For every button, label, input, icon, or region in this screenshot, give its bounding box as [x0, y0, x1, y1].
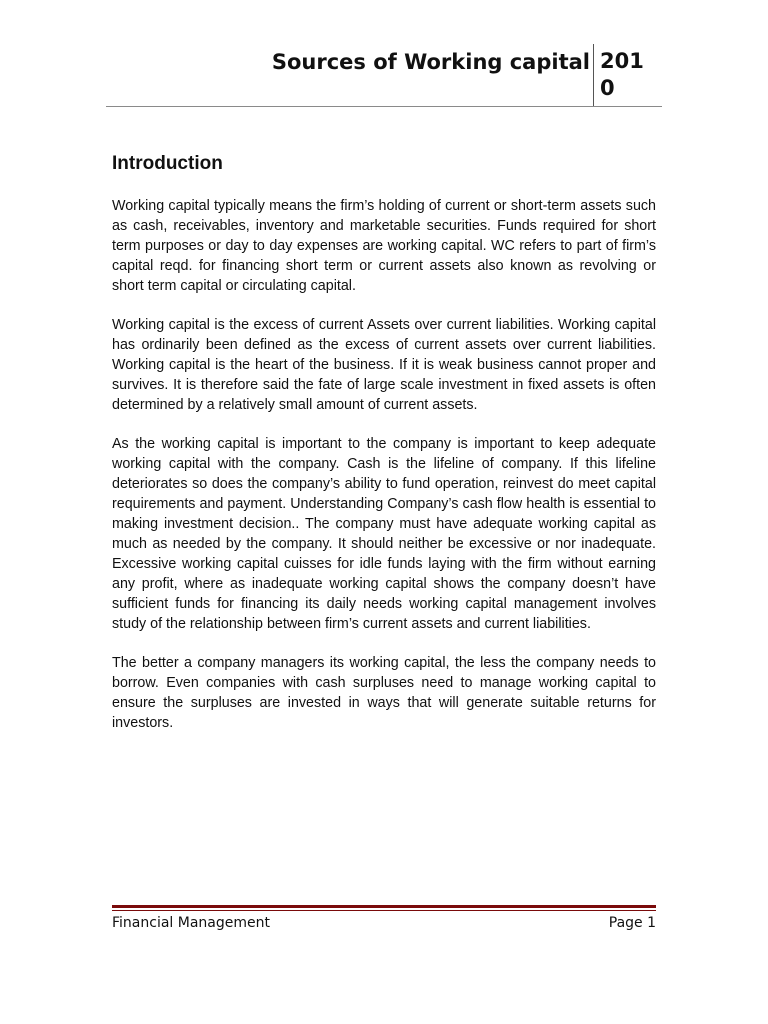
footer-rule [112, 905, 656, 908]
footer-page-number: Page 1 [608, 915, 656, 931]
header-rule [106, 106, 662, 107]
footer-rule-thin [112, 910, 656, 911]
paragraph: The better a company managers its working capital, the less the company needs to borrow. Even companies with cash surpluses need to manage working capital to ensure the surpluses are invested in ways that will generate suitable returns for investors. [112, 655, 656, 731]
paragraph: Working capital is the excess of current Assets over current liabilities. Working capital has ordinarily been defined as the excess of current assets over current liabilities. Working capital is the heart of the business. If it is weak business cannot proper and survives. It is therefore said the fate of large scale investment in fixed assets is often determined by a relatively small amount of current assets. [112, 317, 656, 413]
body-text [112, 196, 656, 752]
header-divider [593, 44, 594, 106]
document-year: 2010 [600, 49, 644, 100]
paragraph: As the working capital is important to the company is important to keep adequate working capital with the company. Cash is the lifeline of company. If this lifeline deteriorates so does the company’s ability to fund operation, reinvest do meet capital requirements and payment. Understanding Company’s cash flow health is essential to making investment decision.. The company must have adequate working capital as much as needed by the company. It should neither be excessive or nor inadequate. Excessive working capital cuisses for idle funds laying with the firm without earning any profit, where as inadequate working capital shows the company doesn’t have sufficient funds for financing its daily needs working capital management involves study of the relationship between firm’s current assets and current liabilities. [112, 436, 656, 632]
document-title: Sources of Working capital [271, 50, 590, 74]
paragraph: Working capital typically means the firm’s holding of current or short-term assets such as cash, receivables, inventory and marketable securities. Funds required for short term purposes or day to day expenses are working capital. WC refers to part of firm’s capital reqd. for financing short term or current assets also known as revolving or short term capital or circulating capital. [112, 198, 656, 294]
footer-course-name: Financial Management [112, 915, 270, 931]
section-heading: Introduction [112, 153, 223, 174]
